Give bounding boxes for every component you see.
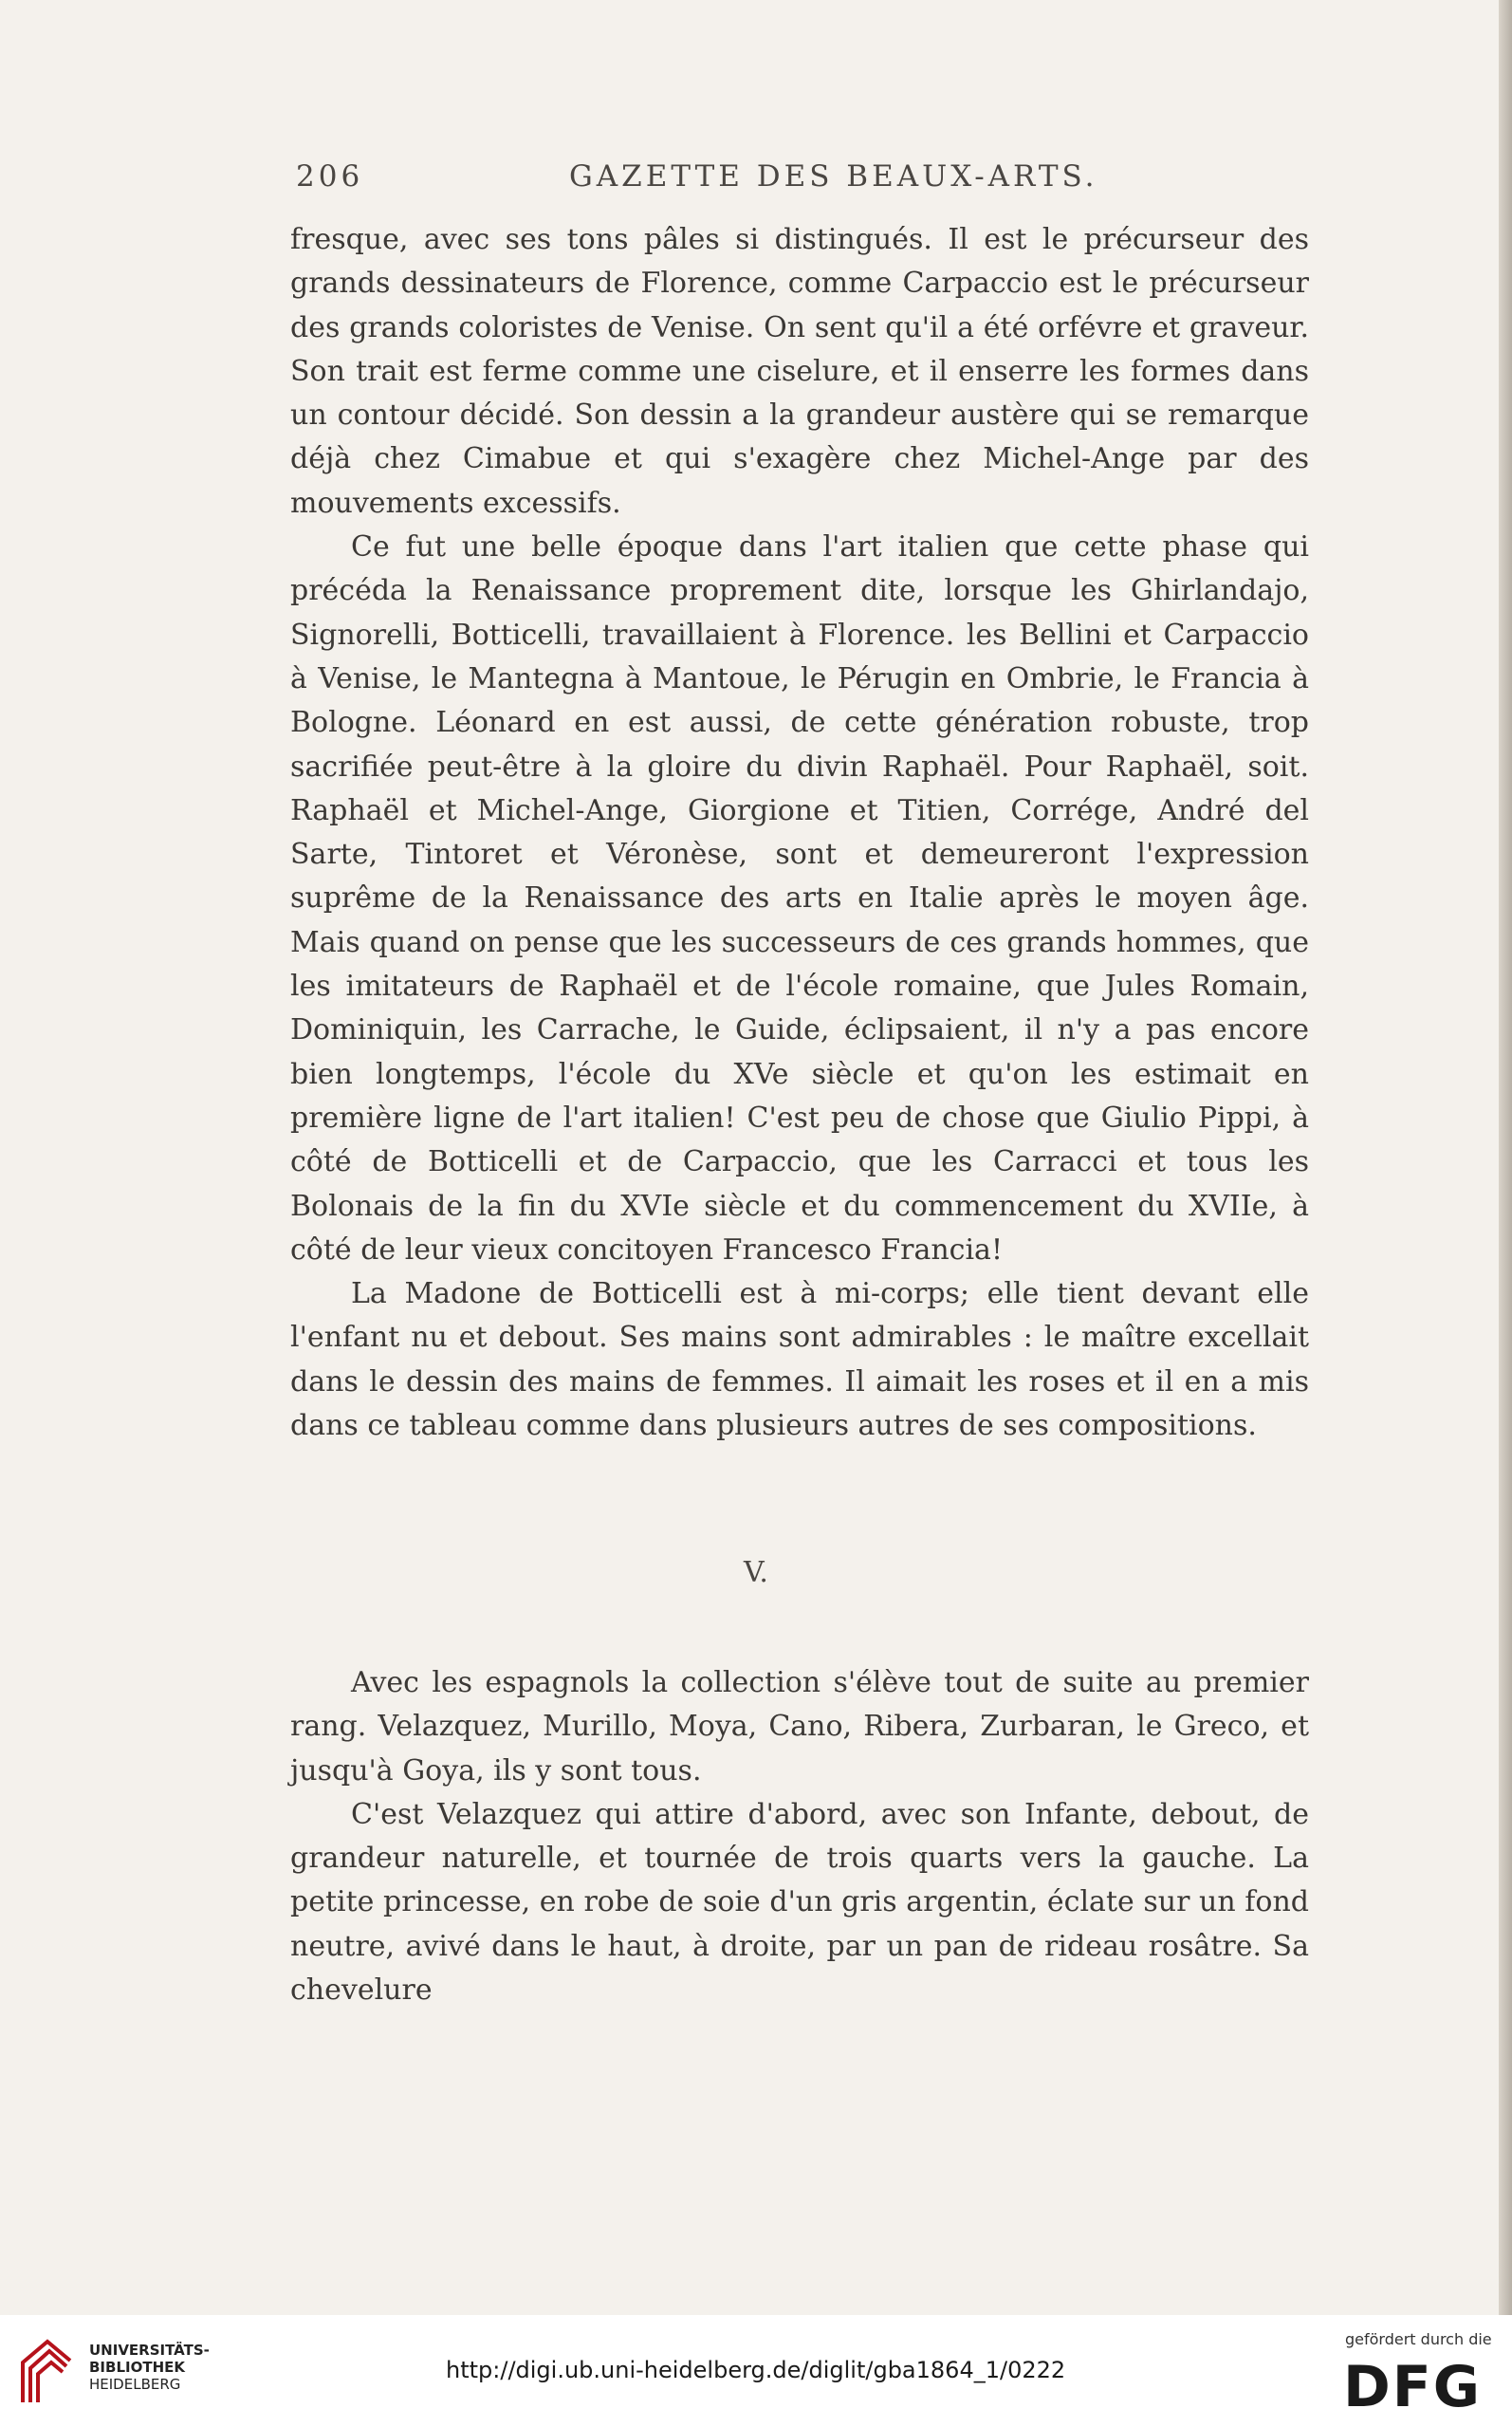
paragraph: La Madone de Botticelli est à mi-corps; elle tient devant elle l'enfant nu et debout. Ses mains sont admirables : le maître excellait dans le dessin des mains de femmes. Il aimait les roses et il en a mis dans ce tableau comme dans plusieurs autres de ses compositions. [290,1277,1309,1443]
funding-note: gefördert durch die [1345,2330,1492,2348]
journal-title: GAZETTE DES BEAUX-ARTS. [569,159,1098,194]
section-numeral: V. [744,1556,768,1589]
paragraph: Ce fut une belle époque dans l'art italien que cette phase qui précéda la Renaissance proprement dite, lorsque les Ghirlandajo, Signorelli, Botticelli, travaillaient à Florence. les Bellini et Carpaccio à Venise, le Mantegna à Mantoue, le Pérugin en Ombrie, le Francia à Bologne. Léonard en est aussi, de cette génération robuste, trop sacrifiée peut-être à la gloire du divin Raphaël. Pour Raphaël, soit. Raphaël et Michel-Ange, Giorgione et Titien, Corrége, André del Sarte, Tintoret et Véronèse, sont et demeureront l'expression suprême de la Renaissance des arts en Italie après le moyen âge. Mais quand on pense que les successeurs de ces grands hommes, que les imitateurs de Raphaël et de l'école romaine, que Jules Romain, Dominiquin, les Carrache, le Guide, éclipsaient, il n'y a pas encore bien longtemps, l'école du XVe siècle et qu'on les estimait en première ligne de l'art italien! C'est peu de chose que Giulio Pippi, à côté de Botticelli et de Carpaccio, que les Carracci et tous les Bolonais de la fin du XVIe siècle et du commencement du XVIIe, à côté de leur vieux concitoyen Francesco Francia! [290,530,1309,1267]
body-text-section-v [290,1661,1309,2012]
paragraph: Avec les espagnols la collection s'élève tout de suite au premier rang. Velazquez, Murillo, Moya, Cano, Ribera, Zurbaran, le Greco, et jusqu'à Goya, ils y sont tous. [290,1666,1309,1788]
page-spine-edge [1499,0,1512,2315]
running-head [296,159,1301,207]
source-url-link[interactable]: http://digi.ub.uni-heidelberg.de/diglit/gba1864_1/0222 [446,2357,1066,2383]
page-number: 206 [296,159,364,194]
dfg-logo: DFG [1343,2354,1483,2420]
library-name: UNIVERSITÄTS- BIBLIOTHEK HEIDELBERG [89,2342,210,2393]
paragraph: C'est Velazquez qui attire d'abord, avec son Infante, debout, de grandeur naturelle, et tournée de trois quarts vers la gauche. La petite princesse, en robe de soie d'un gris argentin, éclate sur un fond neutre, avivé dans le haut, à droite, par un pan de rideau rosâtre. Sa chevelure [290,1797,1309,2008]
library-logo-icon [15,2334,78,2410]
paragraph: fresque, avec ses tons pâles si distingués. Il est le précurseur des grands dessinateurs de Florence, comme Carpaccio est le précurseur des grands coloristes de Venise. On sent qu'il a été orfévre et graveur. Son trait est ferme comme une ciselure, et il enserre les formes dans un contour décidé. Son dessin a la grandeur austère qui se remarque déjà chez Cimabue et qui s'exagère chez Michel-Ange par des mouvements excessifs. [290,223,1309,520]
body-text [290,218,1309,1448]
digitization-footer [0,2315,1512,2427]
